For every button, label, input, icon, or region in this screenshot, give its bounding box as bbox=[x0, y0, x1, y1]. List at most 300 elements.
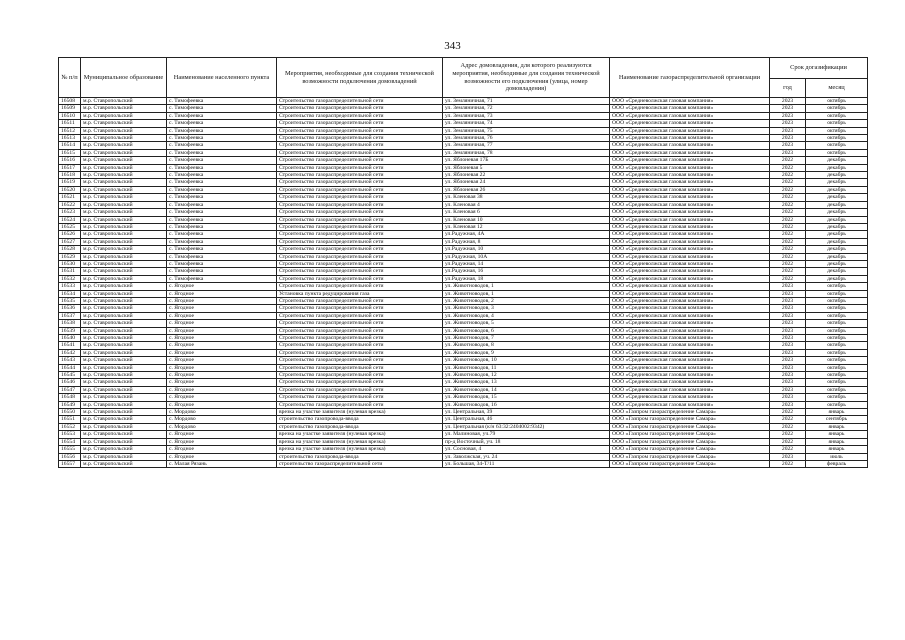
cell-measure: Строительство газораспределительной сети bbox=[277, 238, 443, 245]
cell-municipality: м.р. Ставропольский bbox=[81, 297, 167, 304]
cell-organization: ООО «Средневолжская газовая компания» bbox=[610, 120, 770, 127]
cell-month: декабрь bbox=[806, 164, 868, 171]
cell-num: 16555 bbox=[59, 446, 81, 453]
table-row bbox=[59, 386, 868, 393]
cell-address: ул. Малиновая, уч.79 bbox=[443, 431, 610, 438]
table-row bbox=[59, 172, 868, 179]
cell-measure: Строительство газораспределительной сети bbox=[277, 372, 443, 379]
cell-num: 16520 bbox=[59, 186, 81, 193]
cell-municipality: м.р. Ставропольский bbox=[81, 290, 167, 297]
cell-measure: Строительство газораспределительной сети bbox=[277, 253, 443, 260]
cell-month: декабрь bbox=[806, 253, 868, 260]
cell-num: 16518 bbox=[59, 172, 81, 179]
cell-measure: Строительство газораспределительной сети bbox=[277, 335, 443, 342]
cell-year: 2023 bbox=[770, 320, 806, 327]
cell-organization: ООО «Средневолжская газовая компания» bbox=[610, 216, 770, 223]
cell-year: 2023 bbox=[770, 379, 806, 386]
cell-year: 2023 bbox=[770, 401, 806, 408]
cell-num: 16519 bbox=[59, 179, 81, 186]
cell-organization: ООО «Газпром газораспределение Самара» bbox=[610, 431, 770, 438]
cell-month: октябрь bbox=[806, 112, 868, 119]
cell-measure: Строительство газораспределительной сети bbox=[277, 312, 443, 319]
cell-num: 16508 bbox=[59, 98, 81, 105]
cell-num: 16552 bbox=[59, 423, 81, 430]
cell-month: октябрь bbox=[806, 305, 868, 312]
cell-municipality: м.р. Ставропольский bbox=[81, 283, 167, 290]
cell-address: ул. Кленовая 10 bbox=[443, 216, 610, 223]
cell-address: ул. Животноводов, 8 bbox=[443, 342, 610, 349]
cell-organization: ООО «Средневолжская газовая компания» bbox=[610, 268, 770, 275]
table-row bbox=[59, 401, 868, 408]
cell-month: декабрь bbox=[806, 275, 868, 282]
cell-municipality: м.р. Ставропольский bbox=[81, 223, 167, 230]
cell-year: 2023 bbox=[770, 98, 806, 105]
cell-municipality: м.р. Ставропольский bbox=[81, 394, 167, 401]
cell-num: 16510 bbox=[59, 112, 81, 119]
cell-num: 16512 bbox=[59, 127, 81, 134]
cell-settlement: с. Тимофеевка bbox=[167, 231, 277, 238]
cell-organization: ООО «Средневолжская газовая компания» bbox=[610, 364, 770, 371]
cell-organization: ООО «Средневолжская газовая компания» bbox=[610, 320, 770, 327]
cell-organization: ООО «Газпром газораспределение Самара» bbox=[610, 453, 770, 460]
cell-measure: Строительство газораспределительной сети bbox=[277, 283, 443, 290]
cell-settlement: с. Малая Рязань bbox=[167, 460, 277, 467]
cell-settlement: с. Мордово bbox=[167, 416, 277, 423]
cell-municipality: м.р. Ставропольский bbox=[81, 423, 167, 430]
cell-measure: Строительство газораспределительной сети bbox=[277, 120, 443, 127]
table-header-row bbox=[59, 58, 868, 79]
cell-address: ул.Радужная, 18 bbox=[443, 275, 610, 282]
cell-year: 2022 bbox=[770, 275, 806, 282]
table-row bbox=[59, 460, 868, 467]
cell-measure: строительство газопровода-ввода bbox=[277, 453, 443, 460]
cell-month: октябрь bbox=[806, 320, 868, 327]
cell-organization: ООО «Газпром газораспределение Самара» bbox=[610, 446, 770, 453]
cell-measure: Строительство газораспределительной сети bbox=[277, 157, 443, 164]
cell-settlement: с. Тимофеевка bbox=[167, 238, 277, 245]
cell-settlement: с. Тимофеевка bbox=[167, 268, 277, 275]
cell-organization: ООО «Газпром газораспределение Самара» bbox=[610, 409, 770, 416]
cell-address: ул. Животноводов, 2 bbox=[443, 297, 610, 304]
cell-organization: ООО «Средневолжская газовая компания» bbox=[610, 194, 770, 201]
cell-month: октябрь bbox=[806, 142, 868, 149]
cell-measure: Строительство газораспределительной сети bbox=[277, 349, 443, 356]
cell-municipality: м.р. Ставропольский bbox=[81, 364, 167, 371]
cell-measure: Строительство газораспределительной сети bbox=[277, 186, 443, 193]
table-row bbox=[59, 209, 868, 216]
cell-settlement: с. Тимофеевка bbox=[167, 105, 277, 112]
cell-municipality: м.р. Ставропольский bbox=[81, 431, 167, 438]
gasification-table bbox=[58, 57, 868, 468]
cell-num: 16509 bbox=[59, 105, 81, 112]
cell-measure: строительство газораспределительной сети bbox=[277, 460, 443, 467]
cell-num: 16533 bbox=[59, 283, 81, 290]
cell-month: декабрь bbox=[806, 223, 868, 230]
cell-year: 2023 bbox=[770, 149, 806, 156]
cell-address: ул.Радужная, 10А bbox=[443, 253, 610, 260]
cell-address: ул. Заволжская, уч. 24 bbox=[443, 453, 610, 460]
cell-year: 2023 bbox=[770, 394, 806, 401]
cell-address: ул. Земляничная, 72 bbox=[443, 105, 610, 112]
cell-year: 2023 bbox=[770, 290, 806, 297]
cell-month: октябрь bbox=[806, 290, 868, 297]
cell-num: 16516 bbox=[59, 157, 81, 164]
cell-month: декабрь bbox=[806, 209, 868, 216]
cell-settlement: с. Тимофеевка bbox=[167, 186, 277, 193]
table-row bbox=[59, 98, 868, 105]
cell-settlement: с. Ягодное bbox=[167, 297, 277, 304]
cell-settlement: с. Ягодное bbox=[167, 335, 277, 342]
cell-settlement: с. Тимофеевка bbox=[167, 179, 277, 186]
cell-measure: Строительство газораспределительной сети bbox=[277, 216, 443, 223]
table-row bbox=[59, 120, 868, 127]
cell-municipality: м.р. Ставропольский bbox=[81, 275, 167, 282]
cell-year: 2023 bbox=[770, 142, 806, 149]
cell-organization: ООО «Средневолжская газовая компания» bbox=[610, 112, 770, 119]
cell-organization: ООО «Средневолжская газовая компания» bbox=[610, 105, 770, 112]
cell-municipality: м.р. Ставропольский bbox=[81, 164, 167, 171]
cell-settlement: с. Тимофеевка bbox=[167, 157, 277, 164]
cell-organization: ООО «Средневолжская газовая компания» bbox=[610, 238, 770, 245]
cell-organization: ООО «Средневолжская газовая компания» bbox=[610, 164, 770, 171]
table-row bbox=[59, 364, 868, 371]
cell-month: декабрь bbox=[806, 268, 868, 275]
table-row bbox=[59, 327, 868, 334]
cell-municipality: м.р. Ставропольский bbox=[81, 194, 167, 201]
cell-address: ул. Центральная (к/н 63:32:2404002:9342) bbox=[443, 423, 610, 430]
cell-settlement: с. Ягодное bbox=[167, 342, 277, 349]
cell-month: октябрь bbox=[806, 349, 868, 356]
cell-address: ул. Земляничная, 71 bbox=[443, 98, 610, 105]
header-term: Срок догазификации bbox=[770, 58, 868, 79]
table-row bbox=[59, 231, 868, 238]
cell-address: ул. Животноводов, 11 bbox=[443, 364, 610, 371]
cell-municipality: м.р. Ставропольский bbox=[81, 386, 167, 393]
cell-municipality: м.р. Ставропольский bbox=[81, 172, 167, 179]
cell-municipality: м.р. Ставропольский bbox=[81, 135, 167, 142]
cell-settlement: с. Тимофеевка bbox=[167, 194, 277, 201]
table-row bbox=[59, 312, 868, 319]
cell-organization: ООО «Средневолжская газовая компания» bbox=[610, 349, 770, 356]
cell-month: январь bbox=[806, 438, 868, 445]
cell-month: октябрь bbox=[806, 127, 868, 134]
cell-settlement: с. Тимофеевка bbox=[167, 120, 277, 127]
cell-organization: ООО «Средневолжская газовая компания» bbox=[610, 201, 770, 208]
cell-municipality: м.р. Ставропольский bbox=[81, 253, 167, 260]
cell-measure: Строительство газораспределительной сети bbox=[277, 364, 443, 371]
cell-organization: ООО «Средневолжская газовая компания» bbox=[610, 401, 770, 408]
cell-municipality: м.р. Ставропольский bbox=[81, 416, 167, 423]
cell-settlement: с. Мордово bbox=[167, 423, 277, 430]
cell-organization: ООО «Средневолжская газовая компания» bbox=[610, 335, 770, 342]
cell-settlement: с. Тимофеевка bbox=[167, 98, 277, 105]
cell-year: 2023 bbox=[770, 372, 806, 379]
table-row bbox=[59, 305, 868, 312]
cell-year: 2022 bbox=[770, 423, 806, 430]
table-row bbox=[59, 453, 868, 460]
cell-address: ул. Животноводов, 7 bbox=[443, 335, 610, 342]
cell-num: 16531 bbox=[59, 268, 81, 275]
cell-num: 16517 bbox=[59, 164, 81, 171]
cell-municipality: м.р. Ставропольский bbox=[81, 157, 167, 164]
cell-municipality: м.р. Ставропольский bbox=[81, 320, 167, 327]
cell-address: ул. Земляничная, 76 bbox=[443, 135, 610, 142]
cell-address: ул. Животноводов, 16 bbox=[443, 401, 610, 408]
cell-settlement: с. Тимофеевка bbox=[167, 201, 277, 208]
cell-settlement: с. Тимофеевка bbox=[167, 135, 277, 142]
cell-settlement: с. Мордово bbox=[167, 409, 277, 416]
cell-measure: Строительство газораспределительной сети bbox=[277, 179, 443, 186]
cell-organization: ООО «Средневолжская газовая компания» bbox=[610, 157, 770, 164]
cell-municipality: м.р. Ставропольский bbox=[81, 98, 167, 105]
cell-address: ул. Центральная, 46 bbox=[443, 416, 610, 423]
cell-address: ул. Большая, 34-Т/11 bbox=[443, 460, 610, 467]
cell-settlement: с. Тимофеевка bbox=[167, 253, 277, 260]
cell-municipality: м.р. Ставропольский bbox=[81, 112, 167, 119]
cell-address: ул. Животноводов, 1 bbox=[443, 283, 610, 290]
cell-address: ул.Радужная, 14 bbox=[443, 260, 610, 267]
cell-measure: Строительство газораспределительной сети bbox=[277, 394, 443, 401]
cell-month: октябрь bbox=[806, 149, 868, 156]
cell-measure: строительство газопровода-ввода bbox=[277, 423, 443, 430]
cell-num: 16538 bbox=[59, 320, 81, 327]
cell-municipality: м.р. Ставропольский bbox=[81, 149, 167, 156]
table-row bbox=[59, 431, 868, 438]
cell-municipality: м.р. Ставропольский bbox=[81, 379, 167, 386]
cell-num: 16529 bbox=[59, 253, 81, 260]
cell-month: октябрь bbox=[806, 372, 868, 379]
cell-organization: ООО «Средневолжская газовая компания» bbox=[610, 231, 770, 238]
cell-address: ул. Земляничная, 77 bbox=[443, 142, 610, 149]
cell-settlement: с. Тимофеевка bbox=[167, 142, 277, 149]
cell-organization: ООО «Газпром газораспределение Самара» bbox=[610, 423, 770, 430]
cell-municipality: м.р. Ставропольский bbox=[81, 268, 167, 275]
table-body bbox=[59, 98, 868, 468]
cell-settlement: с. Ягодное bbox=[167, 379, 277, 386]
cell-settlement: с. Ягодное bbox=[167, 283, 277, 290]
cell-settlement: с. Ягодное bbox=[167, 386, 277, 393]
cell-year: 2023 bbox=[770, 135, 806, 142]
cell-measure: Строительство газораспределительной сети bbox=[277, 105, 443, 112]
table-row bbox=[59, 379, 868, 386]
cell-year: 2023 bbox=[770, 127, 806, 134]
cell-address: ул. Животноводов, 15 bbox=[443, 394, 610, 401]
table-row bbox=[59, 394, 868, 401]
cell-year: 2023 bbox=[770, 357, 806, 364]
cell-month: октябрь bbox=[806, 386, 868, 393]
cell-month: октябрь bbox=[806, 98, 868, 105]
cell-month: октябрь bbox=[806, 335, 868, 342]
cell-month: декабрь bbox=[806, 194, 868, 201]
table-row bbox=[59, 275, 868, 282]
cell-num: 16532 bbox=[59, 275, 81, 282]
cell-measure: Строительство газораспределительной сети bbox=[277, 305, 443, 312]
cell-organization: ООО «Средневолжская газовая компания» bbox=[610, 260, 770, 267]
cell-year: 2022 bbox=[770, 209, 806, 216]
table-row bbox=[59, 260, 868, 267]
cell-month: октябрь bbox=[806, 342, 868, 349]
table-row bbox=[59, 297, 868, 304]
cell-address: ул. Яблоневая 5 bbox=[443, 164, 610, 171]
cell-municipality: м.р. Ставропольский bbox=[81, 438, 167, 445]
cell-num: 16522 bbox=[59, 201, 81, 208]
cell-num: 16524 bbox=[59, 216, 81, 223]
cell-measure: Строительство газораспределительной сети bbox=[277, 223, 443, 230]
cell-year: 2023 bbox=[770, 312, 806, 319]
table-row bbox=[59, 179, 868, 186]
table-row bbox=[59, 142, 868, 149]
cell-measure: Установка пункта редуцирования газа bbox=[277, 290, 443, 297]
cell-settlement: с. Ягодное bbox=[167, 305, 277, 312]
cell-municipality: м.р. Ставропольский bbox=[81, 446, 167, 453]
table-row bbox=[59, 423, 868, 430]
cell-settlement: с. Тимофеевка bbox=[167, 172, 277, 179]
cell-month: октябрь bbox=[806, 297, 868, 304]
cell-settlement: с. Тимофеевка bbox=[167, 246, 277, 253]
cell-settlement: с. Ягодное bbox=[167, 364, 277, 371]
cell-settlement: с. Ягодное bbox=[167, 431, 277, 438]
cell-address: ул. Животноводов, 12 bbox=[443, 372, 610, 379]
cell-month: июль bbox=[806, 453, 868, 460]
header-measure: Мероприятия, необходимые для создания технической возможности подключения домовладений bbox=[277, 58, 443, 98]
cell-num: 16527 bbox=[59, 238, 81, 245]
cell-organization: ООО «Средневолжская газовая компания» bbox=[610, 327, 770, 334]
cell-year: 2023 bbox=[770, 120, 806, 127]
cell-address: ул. Земляничная, 73 bbox=[443, 112, 610, 119]
cell-organization: ООО «Средневолжская газовая компания» bbox=[610, 297, 770, 304]
cell-municipality: м.р. Ставропольский bbox=[81, 209, 167, 216]
cell-address: ул. Животноводов, 9 bbox=[443, 349, 610, 356]
cell-municipality: м.р. Ставропольский bbox=[81, 201, 167, 208]
cell-month: октябрь bbox=[806, 312, 868, 319]
cell-municipality: м.р. Ставропольский bbox=[81, 349, 167, 356]
cell-year: 2022 bbox=[770, 157, 806, 164]
cell-organization: ООО «Средневолжская газовая компания» bbox=[610, 305, 770, 312]
cell-settlement: с. Ягодное bbox=[167, 357, 277, 364]
cell-measure: Строительство газораспределительной сети bbox=[277, 172, 443, 179]
cell-month: декабрь bbox=[806, 186, 868, 193]
cell-num: 16540 bbox=[59, 335, 81, 342]
cell-measure: Строительство газораспределительной сети bbox=[277, 297, 443, 304]
cell-municipality: м.р. Ставропольский bbox=[81, 453, 167, 460]
cell-settlement: с. Тимофеевка bbox=[167, 209, 277, 216]
cell-month: январь bbox=[806, 446, 868, 453]
cell-num: 16549 bbox=[59, 401, 81, 408]
cell-address: ул.Радужная, 10 bbox=[443, 246, 610, 253]
table-row bbox=[59, 342, 868, 349]
cell-municipality: м.р. Ставропольский bbox=[81, 401, 167, 408]
cell-settlement: с. Ягодное bbox=[167, 290, 277, 297]
cell-num: 16514 bbox=[59, 142, 81, 149]
cell-num: 16515 bbox=[59, 149, 81, 156]
cell-measure: врезка на участке заявителя (нулевая врезка) bbox=[277, 431, 443, 438]
cell-year: 2022 bbox=[770, 238, 806, 245]
cell-month: октябрь bbox=[806, 394, 868, 401]
cell-settlement: с. Ягодное bbox=[167, 320, 277, 327]
table-row bbox=[59, 164, 868, 171]
cell-measure: Строительство газораспределительной сети bbox=[277, 401, 443, 408]
cell-measure: Строительство газораспределительной сети bbox=[277, 112, 443, 119]
cell-municipality: м.р. Ставропольский bbox=[81, 460, 167, 467]
table-row bbox=[59, 135, 868, 142]
cell-month: декабрь bbox=[806, 260, 868, 267]
cell-organization: ООО «Газпром газораспределение Самара» bbox=[610, 460, 770, 467]
cell-year: 2023 bbox=[770, 105, 806, 112]
cell-measure: Строительство газораспределительной сети bbox=[277, 142, 443, 149]
table-row bbox=[59, 216, 868, 223]
cell-month: февраль bbox=[806, 460, 868, 467]
cell-organization: ООО «Средневолжская газовая компания» bbox=[610, 186, 770, 193]
table-row bbox=[59, 268, 868, 275]
cell-municipality: м.р. Ставропольский bbox=[81, 312, 167, 319]
cell-measure: Строительство газораспределительной сети bbox=[277, 149, 443, 156]
table-row bbox=[59, 201, 868, 208]
cell-month: январь bbox=[806, 431, 868, 438]
cell-year: 2022 bbox=[770, 172, 806, 179]
cell-month: декабрь bbox=[806, 157, 868, 164]
cell-year: 2022 bbox=[770, 246, 806, 253]
table-row bbox=[59, 105, 868, 112]
cell-num: 16526 bbox=[59, 231, 81, 238]
table-row bbox=[59, 157, 868, 164]
cell-num: 16521 bbox=[59, 194, 81, 201]
cell-num: 16525 bbox=[59, 223, 81, 230]
cell-num: 16547 bbox=[59, 386, 81, 393]
cell-address: ул.Радужная, 4А bbox=[443, 231, 610, 238]
cell-address: ул. Яблоневая 22 bbox=[443, 172, 610, 179]
cell-address: ул. Земляничная, 78 bbox=[443, 149, 610, 156]
table-row bbox=[59, 149, 868, 156]
cell-month: январь bbox=[806, 409, 868, 416]
cell-year: 2023 bbox=[770, 335, 806, 342]
cell-settlement: с. Ягодное bbox=[167, 312, 277, 319]
cell-year: 2022 bbox=[770, 186, 806, 193]
table-row bbox=[59, 446, 868, 453]
cell-organization: ООО «Средневолжская газовая компания» bbox=[610, 283, 770, 290]
cell-organization: ООО «Газпром газораспределение Самара» bbox=[610, 416, 770, 423]
cell-municipality: м.р. Ставропольский bbox=[81, 179, 167, 186]
cell-organization: ООО «Средневолжская газовая компания» bbox=[610, 172, 770, 179]
cell-measure: Строительство газораспределительной сети bbox=[277, 379, 443, 386]
cell-municipality: м.р. Ставропольский bbox=[81, 120, 167, 127]
cell-settlement: с. Тимофеевка bbox=[167, 127, 277, 134]
cell-num: 16543 bbox=[59, 357, 81, 364]
cell-address: ул. Животноводов, 13 bbox=[443, 379, 610, 386]
cell-settlement: с. Тимофеевка bbox=[167, 216, 277, 223]
cell-num: 16511 bbox=[59, 120, 81, 127]
table-row bbox=[59, 438, 868, 445]
cell-address: ул. Яблоневая 26 bbox=[443, 186, 610, 193]
cell-num: 16541 bbox=[59, 342, 81, 349]
cell-year: 2022 bbox=[770, 194, 806, 201]
table-row bbox=[59, 253, 868, 260]
cell-year: 2022 bbox=[770, 260, 806, 267]
cell-year: 2022 bbox=[770, 460, 806, 467]
cell-address: ул. Кленовая 4 bbox=[443, 201, 610, 208]
cell-num: 16556 bbox=[59, 453, 81, 460]
cell-num: 16536 bbox=[59, 305, 81, 312]
cell-year: 2022 bbox=[770, 231, 806, 238]
cell-num: 16550 bbox=[59, 409, 81, 416]
cell-settlement: с. Ягодное bbox=[167, 372, 277, 379]
cell-organization: ООО «Средневолжская газовая компания» bbox=[610, 149, 770, 156]
cell-measure: врезка на участке заявителя (нулевая врезка) bbox=[277, 446, 443, 453]
cell-measure: строительство газопровода-ввода bbox=[277, 416, 443, 423]
cell-address: ул. Животноводов, 14 bbox=[443, 386, 610, 393]
cell-address: ул. Животноводов, 3 bbox=[443, 305, 610, 312]
cell-address: ул. Животноводов, 4 bbox=[443, 312, 610, 319]
cell-settlement: с. Тимофеевка bbox=[167, 112, 277, 119]
